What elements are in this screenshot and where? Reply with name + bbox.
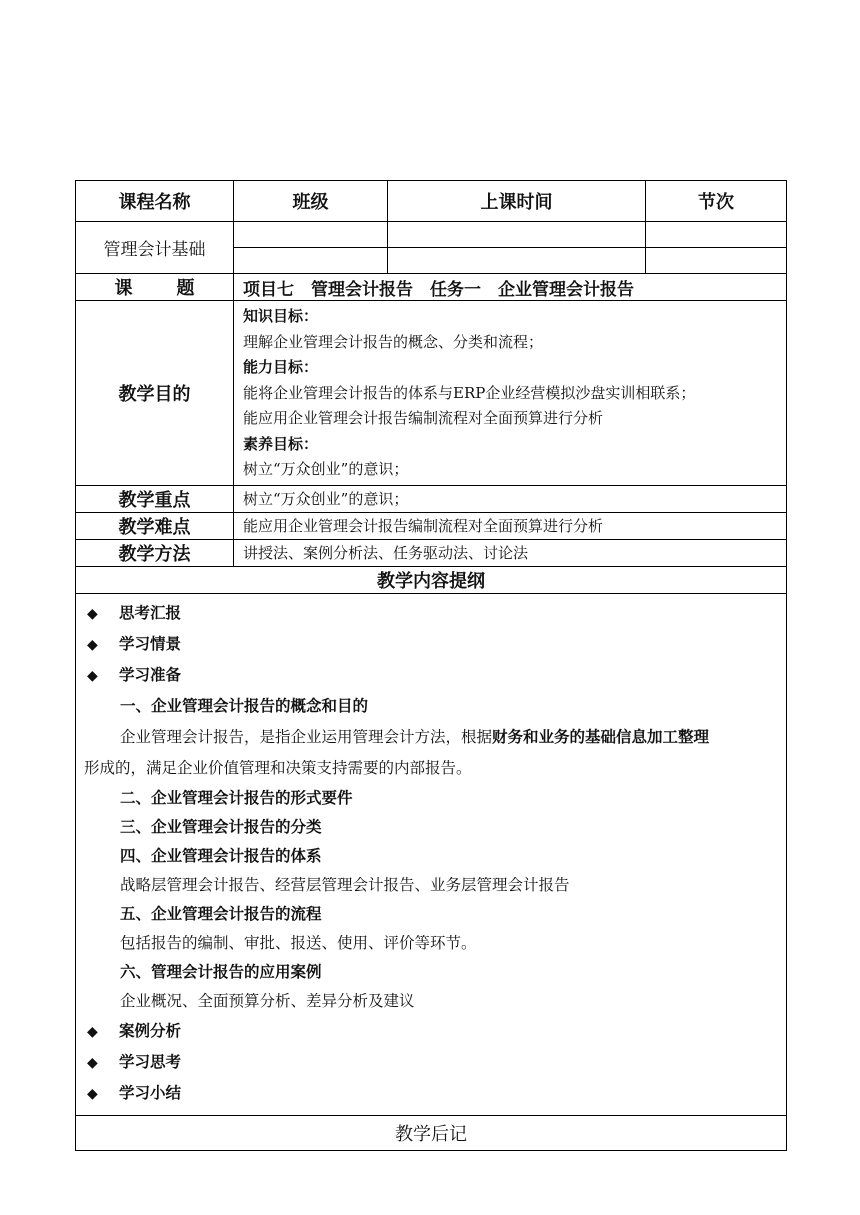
diamond-icon: ◆ [87, 1054, 98, 1071]
diamond-icon: ◆ [87, 1023, 98, 1040]
topic-label [76, 274, 234, 301]
section-1-paragraph [76, 722, 786, 753]
outline-bullet-2 [76, 629, 786, 660]
period-cell-2 [646, 248, 787, 274]
outline-bullet-1 [76, 598, 786, 629]
difficulty-row [76, 512, 787, 539]
quality-text: 树立“万众创业”的意识； [243, 460, 409, 478]
schedule-row-1 [76, 222, 787, 248]
bullet-text-1: 思考汇报 [119, 603, 182, 622]
section-4-text: 战略层管理会计报告、经营层管理会计报告、业务层管理会计报告 [120, 875, 570, 894]
course-name-value: 管理会计基础 [76, 222, 234, 274]
key-point-row [76, 485, 787, 512]
outline-bullet-3 [76, 660, 786, 691]
period-label: 节次 [646, 181, 787, 222]
knowledge-heading: 知识目标： [243, 307, 319, 325]
outline-title: 教学内容提纲 [76, 566, 787, 593]
difficulty-label: 教学难点 [76, 512, 234, 539]
ability-text-2: 能应用企业管理会计报告编制流程对全面预算进行分析 [243, 409, 604, 427]
bullet-text-2: 学习情景 [119, 634, 182, 653]
ability-text-1: 能将企业管理会计报告的体系与ERP企业经营模拟沙盘实训相联系； [243, 383, 696, 402]
bullet-text-4: 案例分析 [119, 1021, 182, 1040]
period-cell-1 [646, 222, 787, 248]
diamond-icon: ◆ [87, 605, 98, 622]
postscript-row [76, 1115, 787, 1150]
lesson-plan-table [75, 180, 787, 1151]
postscript-label: 教学后记 [76, 1115, 787, 1150]
time-cell-1 [388, 222, 646, 248]
topic-row [76, 274, 787, 301]
method-label: 教学方法 [76, 539, 234, 566]
method-value: 讲授法、案例分析法、任务驱动法、讨论法 [234, 539, 787, 566]
paragraph-bold-text: 财务和业务的基础信息加工整理 [492, 727, 710, 746]
time-cell-2 [388, 248, 646, 274]
section-1-heading: 一、企业管理会计报告的概念和目的 [120, 696, 369, 715]
time-label: 上课时间 [388, 181, 646, 222]
topic-label-a: 课 [114, 278, 133, 299]
bullet-text-3: 学习准备 [119, 665, 182, 684]
section-5-heading: 五、企业管理会计报告的流程 [120, 904, 322, 923]
outline-title-row [76, 566, 787, 593]
key-point-label: 教学重点 [76, 485, 234, 512]
key-point-value: 树立“万众创业”的意识； [234, 485, 787, 512]
course-name-label: 课程名称 [76, 181, 234, 222]
outline-bullet-5 [76, 1047, 786, 1078]
section-6-heading: 六、管理会计报告的应用案例 [120, 962, 322, 981]
class-label: 班级 [234, 181, 388, 222]
outline-bullet-6 [76, 1078, 786, 1109]
bullet-text-6: 学习小结 [119, 1083, 182, 1102]
method-row [76, 539, 787, 566]
diamond-icon: ◆ [87, 636, 98, 653]
outline-content [76, 593, 787, 1115]
objectives-content [234, 301, 787, 486]
diamond-icon: ◆ [87, 667, 98, 684]
section-1-paragraph-cont: 形成的，满足企业价值管理和决策支持需要的内部报告。 [84, 758, 472, 777]
topic-value: 项目七 管理会计报告 任务一 企业管理会计报告 [234, 274, 787, 301]
objectives-row [76, 301, 787, 486]
bullet-text-5: 学习思考 [119, 1052, 182, 1071]
quality-heading: 素养目标： [243, 434, 319, 453]
knowledge-text: 理解企业管理会计报告的概念、分类和流程； [243, 332, 544, 351]
class-cell-1 [234, 222, 388, 248]
section-3-heading: 三、企业管理会计报告的分类 [120, 817, 322, 836]
difficulty-value: 能应用企业管理会计报告编制流程对全面预算进行分析 [234, 512, 787, 539]
ability-heading: 能力目标： [243, 358, 319, 376]
section-2-heading: 二、企业管理会计报告的形式要件 [120, 788, 353, 807]
section-6-text: 企业概况、全面预算分析、差异分析及建议 [120, 991, 415, 1010]
diamond-icon: ◆ [87, 1085, 98, 1102]
class-cell-2 [234, 248, 388, 274]
outline-bullet-4 [76, 1016, 786, 1047]
outline-row [76, 593, 787, 1115]
topic-label-b: 题 [176, 278, 195, 299]
header-row [76, 181, 787, 222]
paragraph-text: 企业管理会计报告，是指企业运用管理会计方法，根据 [120, 727, 493, 746]
section-4-heading: 四、企业管理会计报告的体系 [120, 846, 322, 865]
section-5-text: 包括报告的编制、审批、报送、使用、评价等环节。 [120, 933, 477, 952]
objectives-label: 教学目的 [76, 301, 234, 486]
